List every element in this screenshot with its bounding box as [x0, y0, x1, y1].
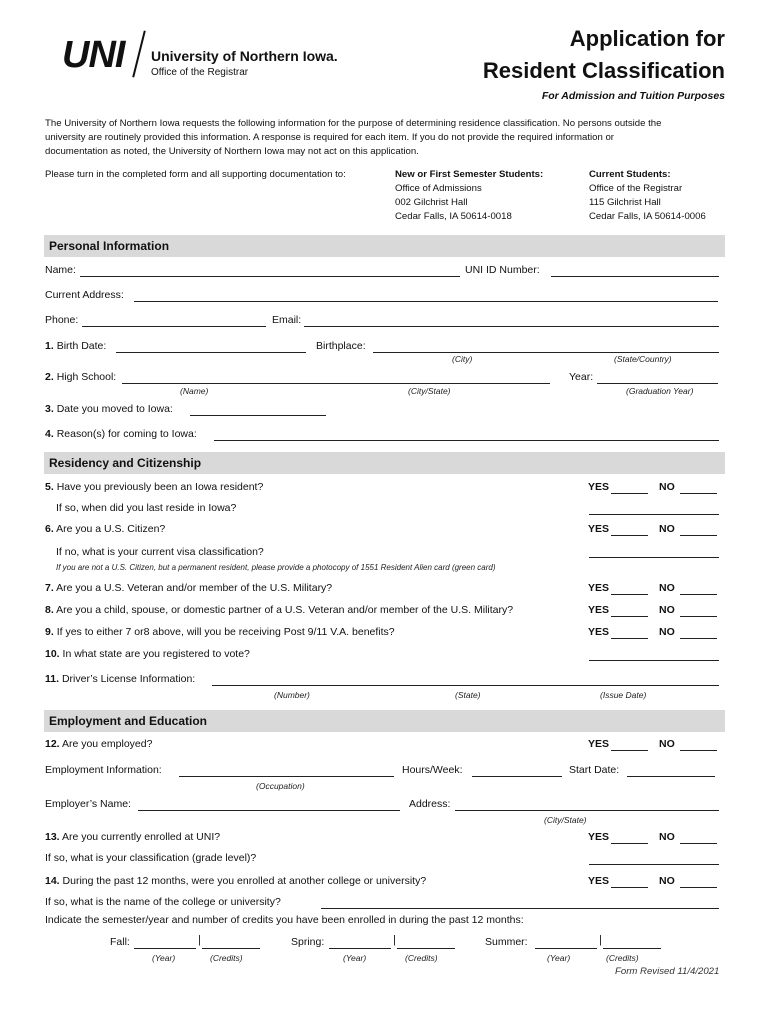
- section-employment-education: Employment and Education: [44, 710, 725, 732]
- q6-note: If you are not a U.S. Citizen, but a permanent resident, please provide a photocopy of 1551 Resident Alien card (green card): [56, 563, 496, 572]
- q13-number: 13.: [45, 831, 60, 843]
- graduation-year-field[interactable]: [597, 383, 718, 384]
- occupation-field[interactable]: [179, 776, 394, 777]
- summer-separator: |: [599, 934, 602, 946]
- new-students-heading: New or First Semester Students:: [395, 169, 544, 180]
- name-field[interactable]: [80, 276, 460, 277]
- uni-id-label: UNI ID Number:: [465, 264, 540, 276]
- birth-date-label: Birth Date:: [56, 340, 107, 352]
- q14-yes-field[interactable]: [611, 887, 648, 888]
- q6-sub-label: If no, what is your current visa classification?: [56, 546, 264, 558]
- q11-number: 11.: [45, 673, 60, 685]
- q14-no-label: NO: [659, 875, 675, 887]
- q12-yes-field[interactable]: [611, 750, 648, 751]
- date-moved-field[interactable]: [190, 415, 326, 416]
- phone-label: Phone:: [45, 314, 79, 326]
- form-title-line1: Application for: [569, 26, 725, 51]
- q12-no-field[interactable]: [680, 750, 717, 751]
- q14-yes-label: YES: [588, 875, 610, 887]
- q14-label: During the past 12 months, were you enrolled at another college or university?: [62, 875, 427, 887]
- fall-separator: |: [198, 934, 201, 946]
- fall-year-field[interactable]: [134, 948, 196, 949]
- office-name: Office of the Registrar: [151, 67, 249, 78]
- uni-id-field[interactable]: [551, 276, 719, 277]
- q8-number: 8.: [45, 604, 54, 616]
- spring-caption-year: (Year): [343, 953, 367, 963]
- spring-caption-credits: (Credits): [405, 953, 438, 963]
- phone-field[interactable]: [82, 326, 266, 327]
- employment-info-label: Employment Information:: [45, 764, 162, 776]
- q5-number: 5.: [45, 481, 54, 493]
- name-label: Name:: [45, 264, 76, 276]
- q9-yes-field[interactable]: [611, 638, 648, 639]
- birth-date-field[interactable]: [116, 352, 306, 353]
- q13-no-label: NO: [659, 831, 675, 843]
- summer-credits-field[interactable]: [603, 948, 661, 949]
- current-students-line1: Office of the Registrar: [589, 183, 683, 194]
- q10-field[interactable]: [589, 660, 719, 661]
- spring-year-field[interactable]: [329, 948, 391, 949]
- q5-no-field[interactable]: [680, 493, 717, 494]
- q14-no-field[interactable]: [680, 887, 717, 888]
- q14-sub-field[interactable]: [321, 908, 719, 909]
- current-students-heading: Current Students:: [589, 169, 671, 180]
- q10-number: 10.: [45, 648, 60, 660]
- q7-yes-label: YES: [588, 582, 610, 594]
- employer-address-label: Address:: [409, 798, 451, 810]
- q5-sub-label: If so, when did you last reside in Iowa?: [56, 502, 237, 514]
- q6-no-field[interactable]: [680, 535, 717, 536]
- caption-city-state: (City/State): [408, 386, 451, 396]
- date-moved-label: Date you moved to Iowa:: [56, 403, 173, 415]
- high-school-field[interactable]: [122, 383, 550, 384]
- form-revised-date: Form Revised 11/4/2021: [615, 966, 720, 977]
- section-residency-citizenship: Residency and Citizenship: [44, 452, 725, 474]
- q12-number: 12.: [45, 738, 60, 750]
- logo-divider: [132, 30, 146, 77]
- intro-line-1: The University of Northern Iowa requests the following information for the purpose of determining residence classification. No persons outside the: [45, 118, 662, 129]
- uni-logo-mark: UNI: [62, 34, 125, 76]
- fall-caption-credits: (Credits): [210, 953, 243, 963]
- q6-no-label: NO: [659, 523, 675, 535]
- caption-employer-city-state: (City/State): [544, 815, 587, 825]
- summer-caption-credits: (Credits): [606, 953, 639, 963]
- q6-yes-label: YES: [588, 523, 610, 535]
- employer-name-field[interactable]: [138, 810, 400, 811]
- new-students-line1: Office of Admissions: [395, 183, 482, 194]
- q13-yes-label: YES: [588, 831, 610, 843]
- q13-no-field[interactable]: [680, 843, 717, 844]
- birthplace-field[interactable]: [373, 352, 719, 353]
- q9-no-label: NO: [659, 626, 675, 638]
- spring-credits-field[interactable]: [397, 948, 455, 949]
- q9-yes-label: YES: [588, 626, 610, 638]
- birthplace-label: Birthplace:: [316, 340, 366, 352]
- address-field[interactable]: [134, 301, 718, 302]
- q13-sub-label: If so, what is your classification (grade level)?: [45, 852, 257, 864]
- reasons-label: Reason(s) for coming to Iowa:: [56, 428, 197, 440]
- q8-no-label: NO: [659, 604, 675, 616]
- caption-city: (City): [452, 354, 473, 364]
- q4-number: 4.: [45, 428, 54, 440]
- q6-label: Are you a U.S. Citizen?: [56, 523, 166, 535]
- q7-no-field[interactable]: [680, 594, 717, 595]
- q12-label: Are you employed?: [61, 738, 153, 750]
- q6-sub-field[interactable]: [589, 557, 719, 558]
- q6-number: 6.: [45, 523, 54, 535]
- email-field[interactable]: [304, 326, 719, 327]
- caption-state-country: (State/Country): [614, 354, 672, 364]
- caption-number: (Number): [274, 690, 310, 700]
- address-label: Current Address:: [45, 289, 124, 301]
- caption-name: (Name): [180, 386, 209, 396]
- q9-label: If yes to either 7 or8 above, will you be receiving Post 9/11 V.A. benefits?: [56, 626, 395, 638]
- current-students-line3: Cedar Falls, IA 50614-0006: [589, 211, 706, 222]
- fall-caption-year: (Year): [152, 953, 176, 963]
- q8-yes-field[interactable]: [611, 616, 648, 617]
- q6-yes-field[interactable]: [611, 535, 648, 536]
- q7-no-label: NO: [659, 582, 675, 594]
- caption-issue-date: (Issue Date): [600, 690, 647, 700]
- caption-graduation-year: (Graduation Year): [626, 386, 694, 396]
- fall-credits-field[interactable]: [202, 948, 260, 949]
- q3-number: 3.: [45, 403, 54, 415]
- hours-field[interactable]: [472, 776, 562, 777]
- q8-no-field[interactable]: [680, 616, 717, 617]
- year-label: Year:: [569, 371, 594, 383]
- turn-in-text: Please turn in the completed form and all supporting documentation to:: [45, 169, 346, 180]
- q1-number: 1.: [45, 340, 54, 352]
- intro-line-2: university are routinely provided this information. A response is required for each item. If you do not provide the required information or: [45, 132, 614, 143]
- q11-label: Driver’s License Information:: [61, 673, 196, 685]
- q12-no-label: NO: [659, 738, 675, 750]
- q9-no-field[interactable]: [680, 638, 717, 639]
- email-label: Email:: [272, 314, 302, 326]
- caption-state: (State): [455, 690, 481, 700]
- q7-label: Are you a U.S. Veteran and/or member of the U.S. Military?: [56, 582, 333, 594]
- indicate-label: Indicate the semester/year and number of credits you have been enrolled in during the past 12 months:: [45, 914, 524, 926]
- start-date-field[interactable]: [627, 776, 715, 777]
- q13-label: Are you currently enrolled at UNI?: [61, 831, 221, 843]
- start-date-label: Start Date:: [569, 764, 620, 776]
- q5-label: Have you previously been an Iowa resident?: [56, 481, 264, 493]
- new-students-line3: Cedar Falls, IA 50614-0018: [395, 211, 512, 222]
- q8-yes-label: YES: [588, 604, 610, 616]
- section-personal-information: Personal Information: [44, 235, 725, 257]
- q10-label: In what state are you registered to vote?: [62, 648, 250, 660]
- q14-number: 14.: [45, 875, 60, 887]
- q13-yes-field[interactable]: [611, 843, 648, 844]
- new-students-line2: 002 Gilchrist Hall: [395, 197, 468, 208]
- q8-label: Are you a child, spouse, or domestic partner of a U.S. Veteran and/or member of the U.S. Military?: [56, 604, 514, 616]
- drivers-license-field[interactable]: [212, 685, 719, 686]
- q2-number: 2.: [45, 371, 54, 383]
- q7-yes-field[interactable]: [611, 594, 648, 595]
- summer-caption-year: (Year): [547, 953, 571, 963]
- q5-yes-field[interactable]: [611, 493, 648, 494]
- employer-address-field[interactable]: [455, 810, 719, 811]
- form-title-line2: Resident Classification: [482, 58, 725, 83]
- q12-yes-label: YES: [588, 738, 610, 750]
- employer-name-label: Employer’s Name:: [45, 798, 131, 810]
- summer-label: Summer:: [485, 936, 528, 948]
- spring-separator: |: [393, 934, 396, 946]
- high-school-label: High School:: [56, 371, 117, 383]
- summer-year-field[interactable]: [535, 948, 597, 949]
- spring-label: Spring:: [291, 936, 325, 948]
- q13-sub-field[interactable]: [589, 864, 719, 865]
- q5-yes-label: YES: [588, 481, 610, 493]
- intro-line-3: documentation as noted, the University of Northern Iowa may not act on this application.: [45, 146, 419, 157]
- q14-sub-label: If so, what is the name of the college or university?: [45, 896, 281, 908]
- caption-occupation: (Occupation): [256, 781, 305, 791]
- q9-number: 9.: [45, 626, 54, 638]
- hours-label: Hours/Week:: [402, 764, 463, 776]
- reasons-field[interactable]: [214, 440, 719, 441]
- q5-sub-field[interactable]: [589, 514, 719, 515]
- form-subtitle: For Admission and Tuition Purposes: [541, 90, 725, 102]
- q7-number: 7.: [45, 582, 54, 594]
- university-name: University of Northern Iowa.: [151, 48, 338, 64]
- q5-no-label: NO: [659, 481, 675, 493]
- fall-label: Fall:: [110, 936, 130, 948]
- current-students-line2: 115 Gilchrist Hall: [589, 197, 661, 208]
